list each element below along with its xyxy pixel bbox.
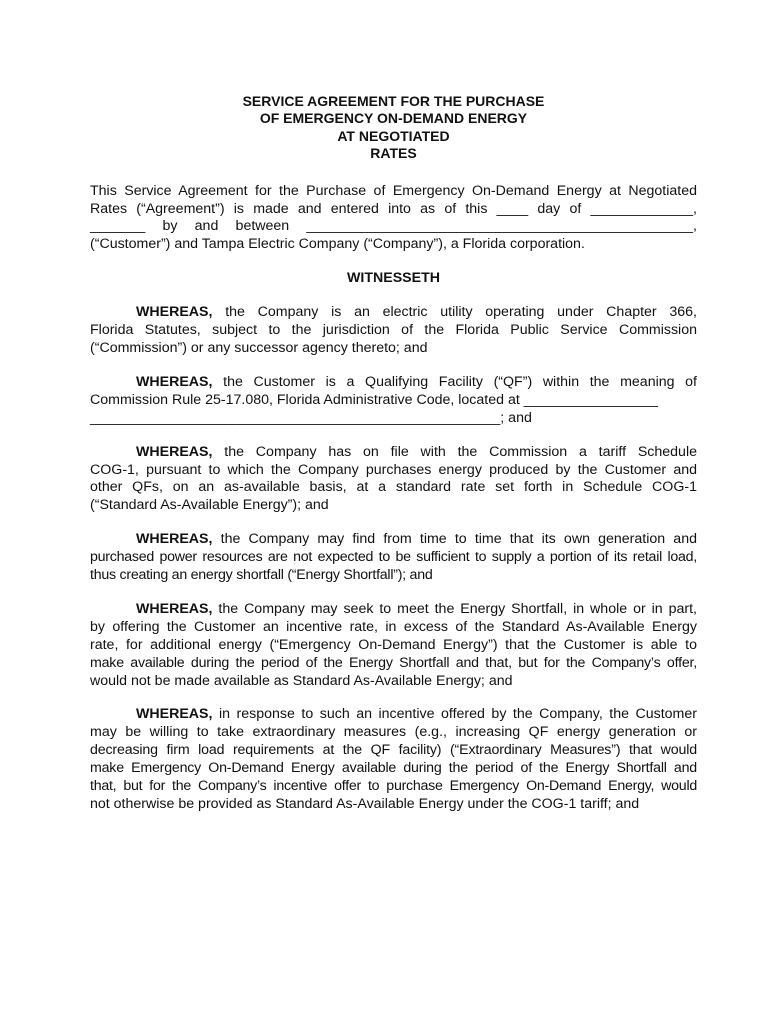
- whereas-paragraph: [90, 601, 697, 691]
- paragraph-text: the Company has on file with the Commission a tariff Schedule: [224, 443, 697, 460]
- whereas-paragraph: [90, 374, 697, 428]
- paragraph-text: the Company may find from time to time that its own generation and: [220, 531, 697, 548]
- paragraph-line: that, but for the Company’s incentive offer to purchase Emergency On-Demand Energy, would: [90, 778, 697, 795]
- paragraph-line: may be willing to take extraordinary measures (e.g., increasing QF energy generation or: [90, 724, 697, 741]
- whereas-paragraph: [90, 444, 697, 516]
- whereas-label: WHEREAS,: [136, 531, 213, 548]
- paragraph-line: [90, 444, 697, 462]
- paragraph-line: [90, 706, 697, 724]
- title-line: SERVICE AGREEMENT FOR THE PURCHASE: [242, 93, 545, 109]
- paragraph-line: [90, 374, 697, 392]
- paragraph-line: make available during the period of the Energy Shortfall and that, but for the Company’s offer,: [90, 654, 697, 671]
- paragraph-line: Commission Rule 25-17.080, Florida Administrative Code, located at _________________: [90, 391, 658, 408]
- paragraph-line: other QFs, on an as-available basis, at a standard rate set forth in Schedule COG-1: [90, 479, 697, 496]
- whereas-paragraph: [90, 304, 697, 358]
- intro-line: This Service Agreement for the Purchase of Emergency On-Demand Energy at Negotiated: [90, 182, 697, 199]
- witnesseth-heading: WITNESSETH: [346, 270, 440, 287]
- paragraph-text: the Company may seek to meet the Energy Shortfall, in whole or in part,: [218, 600, 697, 617]
- document-page: [90, 93, 697, 814]
- whereas-paragraph: [90, 706, 697, 813]
- paragraph-text: the Company is an electric utility operating under Chapter 366,: [225, 304, 697, 321]
- paragraph-line: Florida Statutes, subject to the jurisdiction of the Florida Public Service Commission: [90, 322, 697, 339]
- whereas-label: WHEREAS,: [136, 600, 213, 617]
- paragraph-line: [90, 304, 697, 322]
- whereas-label: WHEREAS,: [136, 373, 213, 390]
- paragraph-line: decreasing firm load requirements at the QF facility) (“Extraordinary Measures”) that would: [90, 742, 697, 759]
- paragraph-line: COG-1, pursuant to which the Company purchases energy produced by the Customer and: [90, 461, 697, 478]
- intro-line: _______ by and between _________________________________________________,: [90, 218, 697, 235]
- document-title: [90, 93, 697, 163]
- intro-paragraph: [90, 183, 697, 255]
- paragraph-line: purchased power resources are not expected to be sufficient to supply a portion of its retail load,: [90, 549, 697, 566]
- paragraph-line: make Emergency On-Demand Energy available during the period of the Energy Shortfall and: [90, 760, 697, 777]
- paragraph-line: [90, 601, 697, 619]
- title-line: AT NEGOTIATED: [337, 127, 450, 144]
- paragraph-line: not otherwise be provided as Standard As-Available Energy under the COG-1 tariff; and: [90, 796, 640, 812]
- paragraph-line: (“Standard As-Available Energy”); and: [90, 497, 329, 514]
- intro-line: (“Customer”) and Tampa Electric Company (“Company”), a Florida corporation.: [90, 236, 585, 253]
- whereas-label: WHEREAS,: [136, 706, 213, 723]
- whereas-label: WHEREAS,: [136, 304, 213, 321]
- title-line: OF EMERGENCY ON-DEMAND ENERGY: [259, 110, 528, 127]
- paragraph-text: the Customer is a Qualifying Facility (“QF”) within the meaning of: [223, 373, 697, 390]
- paragraph-line: thus creating an energy shortfall (“Energy Shortfall”); and: [90, 567, 433, 584]
- paragraph-line: [90, 531, 697, 549]
- paragraph-line: rate, for additional energy (“Emergency On-Demand Energy”) that the Customer is able to: [90, 636, 697, 653]
- paragraph-line: ____________________________________________________; and: [90, 409, 532, 426]
- paragraph-line: by offering the Customer an incentive rate, in excess of the Standard As-Available Energy: [90, 618, 697, 635]
- title-line: RATES: [370, 145, 417, 162]
- paragraph-line: (“Commission”) or any successor agency thereto; and: [90, 339, 428, 356]
- intro-line: Rates (“Agreement”) is made and entered into as of this ____ day of _____________,: [90, 200, 697, 217]
- paragraph-line: would not be made available as Standard As-Available Energy; and: [90, 672, 513, 689]
- paragraph-text: in response to such an incentive offered by the Company, the Customer: [218, 706, 697, 723]
- whereas-label: WHEREAS,: [136, 443, 213, 460]
- whereas-paragraph: [90, 531, 697, 585]
